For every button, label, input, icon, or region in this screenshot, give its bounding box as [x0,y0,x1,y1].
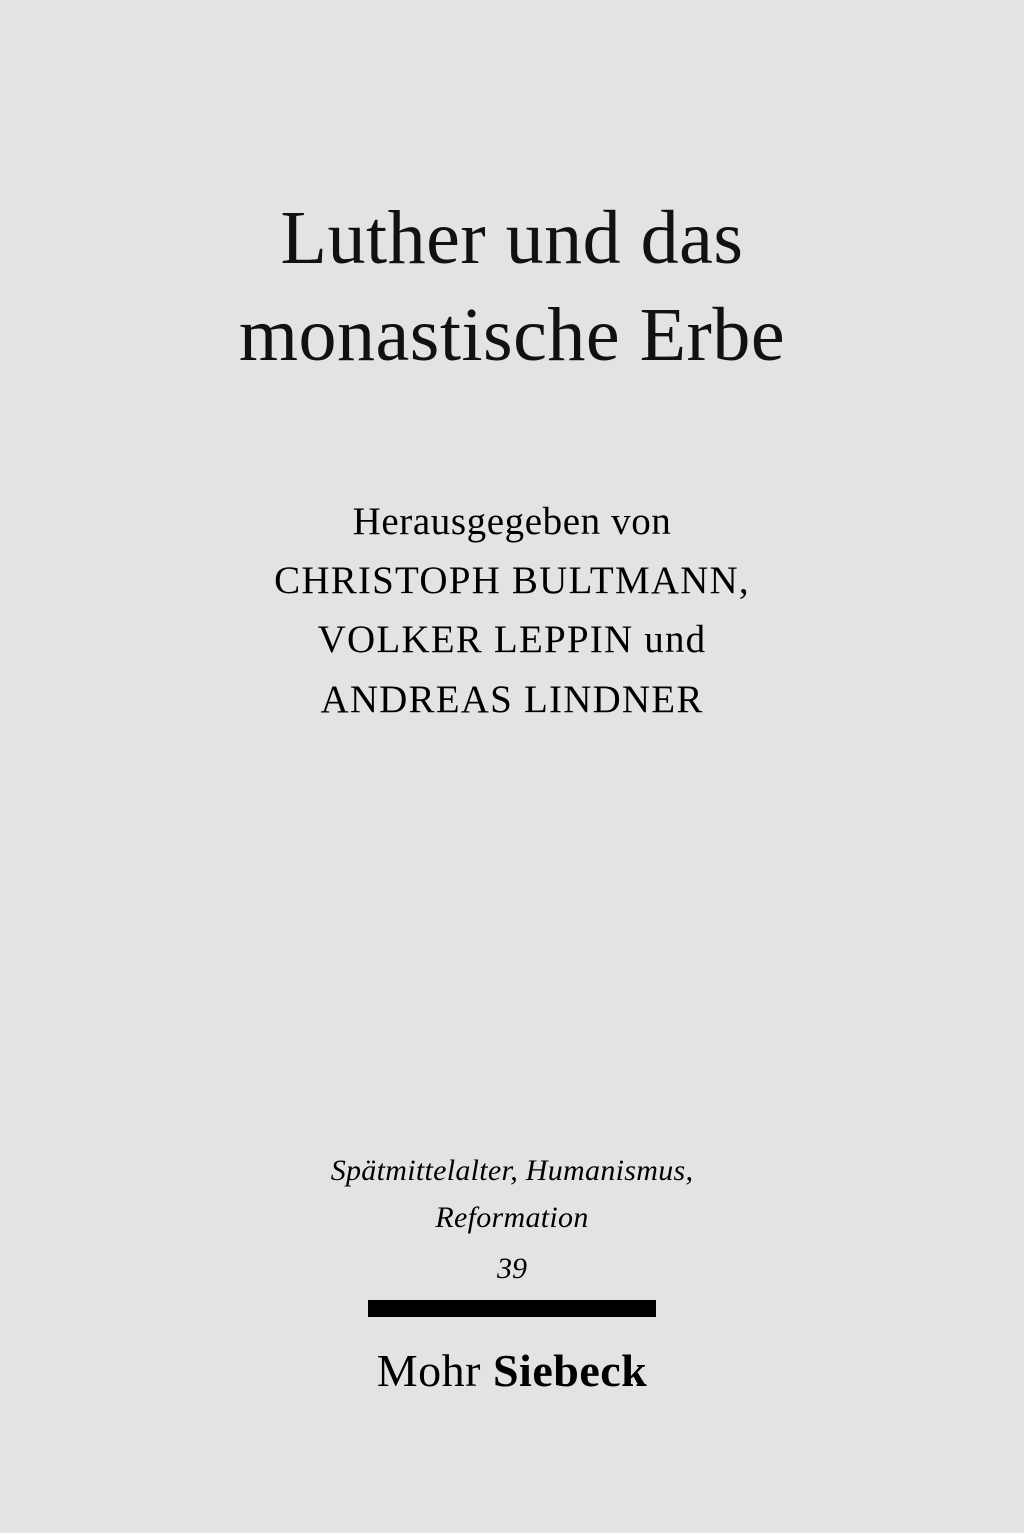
book-title [122,190,902,385]
publisher-name-second: Siebeck [492,1345,648,1396]
title-line-1: Luther und das [280,196,744,280]
edited-by-label: Herausgegeben von [352,499,672,543]
series-title-line-2: Reformation [435,1200,589,1234]
series-title-line-1: Spätmittelalter, Humanismus, [330,1154,694,1187]
editor-name-2: VOLKER LEPPIN und [317,618,707,662]
publisher-logo [0,1344,1024,1397]
editors-block [122,493,902,729]
publisher-name-first: Mohr [376,1345,481,1396]
editor-name-1: CHRISTOPH BULTMANN, [274,559,750,603]
title-line-2: monastische Erbe [238,293,786,378]
editor-name-3: ANDREAS LINDNER [320,677,704,721]
series-volume-number: 39 [497,1252,527,1285]
series-block [0,1148,1024,1293]
horizontal-rule [368,1300,656,1317]
